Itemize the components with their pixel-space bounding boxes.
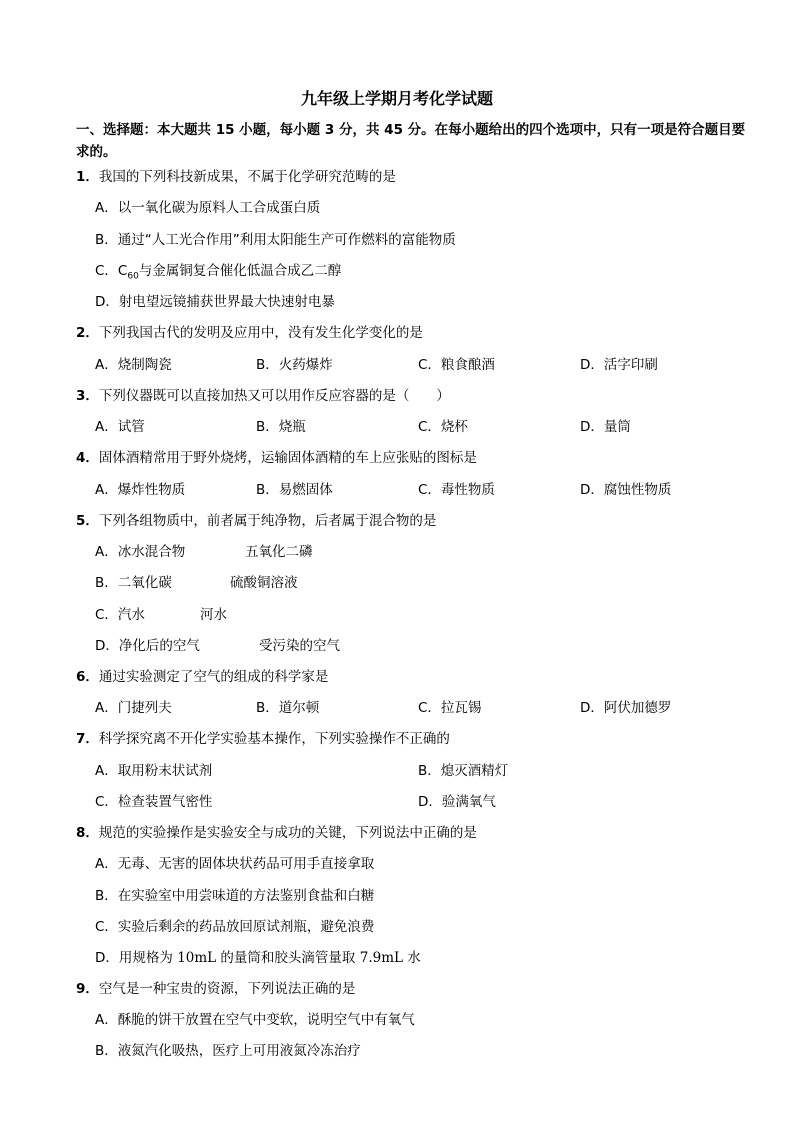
question-text: 我国的下列科技新成果，不属于化学研究范畴的是 [98, 169, 396, 185]
question-number: 5． [76, 513, 99, 529]
option-3b: B．烧瓶 [256, 419, 306, 435]
option-5a [95, 540, 185, 560]
question-text: 下列我国古代的发明及应用中，没有发生化学变化的是 [98, 325, 423, 341]
option-first: A．冰水混合物 [95, 544, 186, 560]
section-heading: 一、选择题：本大题共 15 小题，每小题 3 分，共 45 分。在每小题给出的四个选项中，只有一项是符合题目要求的。 [76, 122, 746, 160]
option-2b: B．火药爆炸 [256, 357, 333, 373]
option-5c [95, 603, 145, 623]
question-7 [76, 727, 450, 747]
page-title: 九年级上学期月考化学试题 [300, 89, 493, 108]
option-2d: D．活字印刷 [580, 357, 658, 373]
question-text: 科学探究离不开化学实验基本操作，下列实验操作不正确的 [98, 731, 450, 747]
option-1a: A．以一氧化碳为原料人工合成蛋白质 [95, 200, 321, 216]
question-number: 4． [76, 450, 99, 466]
option-8c: C．实验后剩余的药品放回原试剂瓶，避免浪费 [95, 919, 375, 935]
option-4d: D．腐蚀性物质 [580, 482, 672, 498]
option-text: 与金属铜复合催化低温合成乙二醇 [138, 263, 342, 279]
question-4 [76, 446, 477, 466]
question-number: 7． [76, 731, 99, 747]
option-5a-second: 五氧化二磷 [245, 544, 313, 560]
option-3c: C．烧杯 [418, 419, 468, 435]
option-7a: A．取用粉末状试剂 [95, 763, 213, 779]
option-8d [95, 946, 421, 966]
question-number: 6． [76, 669, 99, 685]
question-8 [76, 821, 477, 841]
subscript: 60 [127, 271, 139, 282]
question-text: 通过实验测定了空气的组成的科学家是 [98, 669, 329, 685]
option-first: D．净化后的空气 [95, 638, 200, 654]
option-2c: C．粮食酿酒 [418, 357, 495, 373]
option-6d: D．阿伏加德罗 [580, 700, 672, 716]
question-text: 规范的实验操作是实验安全与成功的关键，下列说法中正确的是 [98, 825, 477, 841]
option-7b: B．熄灭酒精灯 [418, 763, 509, 779]
option-4b: B．易燃固体 [256, 482, 333, 498]
option-4c: C．毒性物质 [418, 482, 495, 498]
option-1c [95, 259, 341, 282]
option-5b [95, 571, 172, 591]
option-9a: A．酥脆的饼干放置在空气中变软，说明空气中有氧气 [95, 1012, 415, 1028]
option-first: C．汽水 [95, 607, 145, 623]
question-5 [76, 509, 436, 529]
option-1d: D．射电望远镜捕获世界最大快速射电暴 [95, 294, 335, 310]
question-text: 下列仪器既可以直接加热又可以用作反应容器的是（ ） [98, 388, 450, 404]
option-3a: A．试管 [95, 419, 145, 435]
question-3 [76, 384, 450, 404]
option-7d: D．验满氧气 [418, 794, 496, 810]
question-number: 9． [76, 981, 99, 997]
option-5b-second: 硫酸铜溶液 [230, 575, 298, 591]
option-3d: D．量筒 [580, 419, 631, 435]
option-5c-second: 河水 [200, 607, 227, 623]
question-number: 1． [76, 169, 99, 185]
question-1 [76, 165, 396, 185]
option-7c: C．检查装置气密性 [95, 794, 213, 810]
option-9b: B．液氮汽化吸热，医疗上可用液氮冷冻治疗 [95, 1043, 361, 1059]
option-5d-second: 受污染的空气 [259, 638, 340, 654]
question-text: 下列各组物质中，前者属于纯净物，后者属于混合物的是 [98, 513, 437, 529]
volume-value: 10mL [177, 950, 217, 966]
option-4a: A．爆炸性物质 [95, 482, 186, 498]
question-number: 3． [76, 388, 99, 404]
option-first: B．二氧化碳 [95, 575, 172, 591]
option-6a: A．门捷列夫 [95, 700, 172, 716]
option-5d [95, 634, 200, 654]
question-2 [76, 321, 423, 341]
question-number: 8． [76, 825, 99, 841]
question-number: 2． [76, 325, 99, 341]
option-6c: C．拉瓦锡 [418, 700, 482, 716]
option-1b: B．通过“人工光合作用”利用太阳能生产可作燃料的富能物质 [95, 232, 456, 248]
option-text: 的量筒和胶头滴管量取 [216, 950, 360, 966]
option-2a: A．烧制陶瓷 [95, 357, 172, 373]
option-8a: A．无毒、无害的固体块状药品可用手直接拿取 [95, 856, 375, 872]
question-text: 空气是一种宝贵的资源，下列说法正确的是 [98, 981, 356, 997]
volume-value: 7.9mL [359, 950, 403, 966]
option-text: 水 [402, 950, 421, 966]
option-8b: B．在实验室中用尝味道的方法鉴别食盐和白糖 [95, 888, 375, 904]
option-6b: B．道尔顿 [256, 700, 320, 716]
question-9 [76, 977, 355, 997]
option-text: D．用规格为 [95, 950, 178, 966]
question-text: 固体酒精常用于野外烧烤，运输固体酒精的车上应张贴的图标是 [98, 450, 477, 466]
question-6 [76, 665, 328, 685]
option-prefix: C．C [95, 263, 128, 279]
